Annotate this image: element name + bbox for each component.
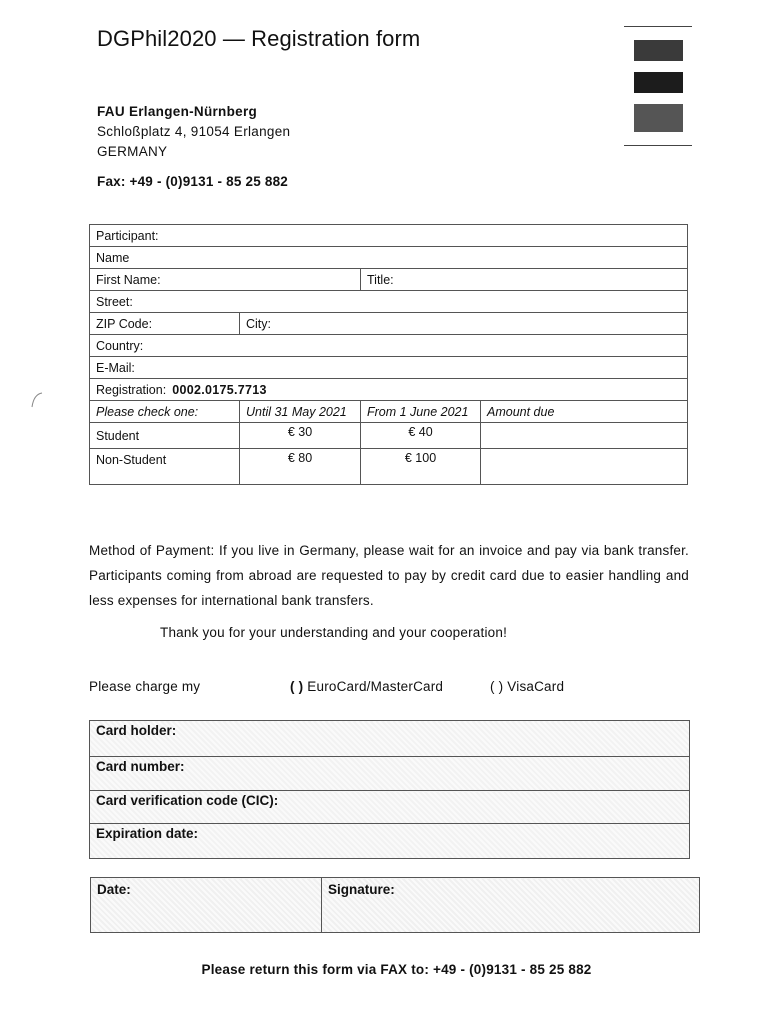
fees-header-late: From 1 June 2021 bbox=[361, 401, 481, 423]
email-label: E-Mail: bbox=[96, 360, 135, 375]
city-label: City: bbox=[246, 316, 271, 331]
thanks-text: Thank you for your understanding and your cooperation! bbox=[160, 625, 508, 640]
participant-field[interactable] bbox=[90, 225, 688, 247]
card-details-table bbox=[89, 720, 690, 859]
card-expiration-field[interactable] bbox=[90, 824, 690, 859]
first-name-label: First Name: bbox=[96, 272, 161, 287]
signature-label: Signature: bbox=[328, 882, 395, 897]
card-holder-label: Card holder: bbox=[96, 723, 177, 738]
margin-curl-mark bbox=[30, 392, 44, 408]
card-cvc-label: Card verification code (CIC): bbox=[96, 793, 279, 808]
fees-header-early: Until 31 May 2021 bbox=[240, 401, 361, 423]
fee-nonstudent-late: € 100 bbox=[361, 449, 481, 485]
title-label: Title: bbox=[367, 272, 394, 287]
card-number-field[interactable] bbox=[90, 757, 690, 791]
fee-nonstudent-amount-field[interactable] bbox=[481, 449, 688, 485]
registration-label: Registration: bbox=[96, 382, 167, 397]
registration-row bbox=[90, 379, 688, 401]
zip-field[interactable] bbox=[90, 313, 240, 335]
card-expiration-label: Expiration date: bbox=[96, 826, 199, 841]
fee-row-student[interactable] bbox=[90, 423, 240, 449]
name-field[interactable] bbox=[90, 247, 688, 269]
address-block bbox=[97, 102, 290, 162]
country-field[interactable] bbox=[90, 335, 688, 357]
zip-label: ZIP Code: bbox=[96, 316, 153, 331]
date-field[interactable] bbox=[91, 878, 322, 933]
card-holder-field[interactable] bbox=[90, 721, 690, 757]
fax-number: Fax: +49 - (0)9131 - 85 25 882 bbox=[97, 174, 288, 189]
city-field[interactable] bbox=[240, 313, 688, 335]
participant-table bbox=[89, 224, 688, 485]
logo-block-3 bbox=[634, 104, 683, 132]
fees-header-check: Please check one: bbox=[90, 401, 240, 423]
fees-header-amount: Amount due bbox=[481, 401, 688, 423]
signature-field[interactable] bbox=[322, 878, 700, 933]
fee-student-late: € 40 bbox=[361, 423, 481, 449]
charge-label: Please charge my bbox=[89, 679, 201, 694]
country-label: Country: bbox=[96, 338, 144, 353]
street-label: Street: bbox=[96, 294, 133, 309]
page-title: DGPhil2020 — Registration form bbox=[97, 26, 421, 51]
fee-nonstudent-early: € 80 bbox=[240, 449, 361, 485]
registration-number: 0002.0175.7713 bbox=[172, 382, 267, 397]
return-fax-instructions: Please return this form via FAX to: +49 - (0)9131 - 85 25 882 bbox=[201, 962, 592, 977]
organization-name: FAU Erlangen-Nürnberg bbox=[97, 104, 258, 119]
address-street: Schloßplatz 4, 91054 Erlangen bbox=[97, 124, 291, 139]
logo-block-2 bbox=[634, 72, 683, 93]
fee-category-nonstudent: Non-Student bbox=[96, 453, 167, 467]
signature-table bbox=[90, 877, 700, 933]
logo-bottom-rule bbox=[624, 145, 692, 146]
first-name-field[interactable] bbox=[90, 269, 361, 291]
eurocard-checkbox[interactable]: ( ) bbox=[290, 679, 304, 694]
payment-method-text: Method of Payment: If you live in Germany, please wait for an invoice and pay via bank transfer. Participants coming from abroad are requested to pay by credit card due to easier handling and less expenses for international bank transfers. bbox=[89, 543, 689, 608]
fee-category-student: Student bbox=[96, 428, 140, 443]
fee-row-nonstudent[interactable] bbox=[90, 449, 240, 485]
eurocard-option[interactable] bbox=[290, 679, 443, 694]
visacard-option[interactable]: ( ) VisaCard bbox=[490, 679, 565, 694]
card-cvc-field[interactable] bbox=[90, 791, 690, 824]
street-field[interactable] bbox=[90, 291, 688, 313]
card-number-label: Card number: bbox=[96, 759, 185, 774]
name-label: Name bbox=[96, 250, 130, 265]
logo-block-1 bbox=[634, 40, 683, 61]
address-country: GERMANY bbox=[97, 144, 168, 159]
email-field[interactable] bbox=[90, 357, 688, 379]
title-field[interactable] bbox=[361, 269, 688, 291]
date-label: Date: bbox=[97, 882, 131, 897]
participant-label: Participant: bbox=[96, 228, 159, 243]
eurocard-label: EuroCard/MasterCard bbox=[307, 679, 444, 694]
logo-top-rule bbox=[624, 26, 692, 27]
fee-student-early: € 30 bbox=[240, 423, 361, 449]
fee-student-amount-field[interactable] bbox=[481, 423, 688, 449]
